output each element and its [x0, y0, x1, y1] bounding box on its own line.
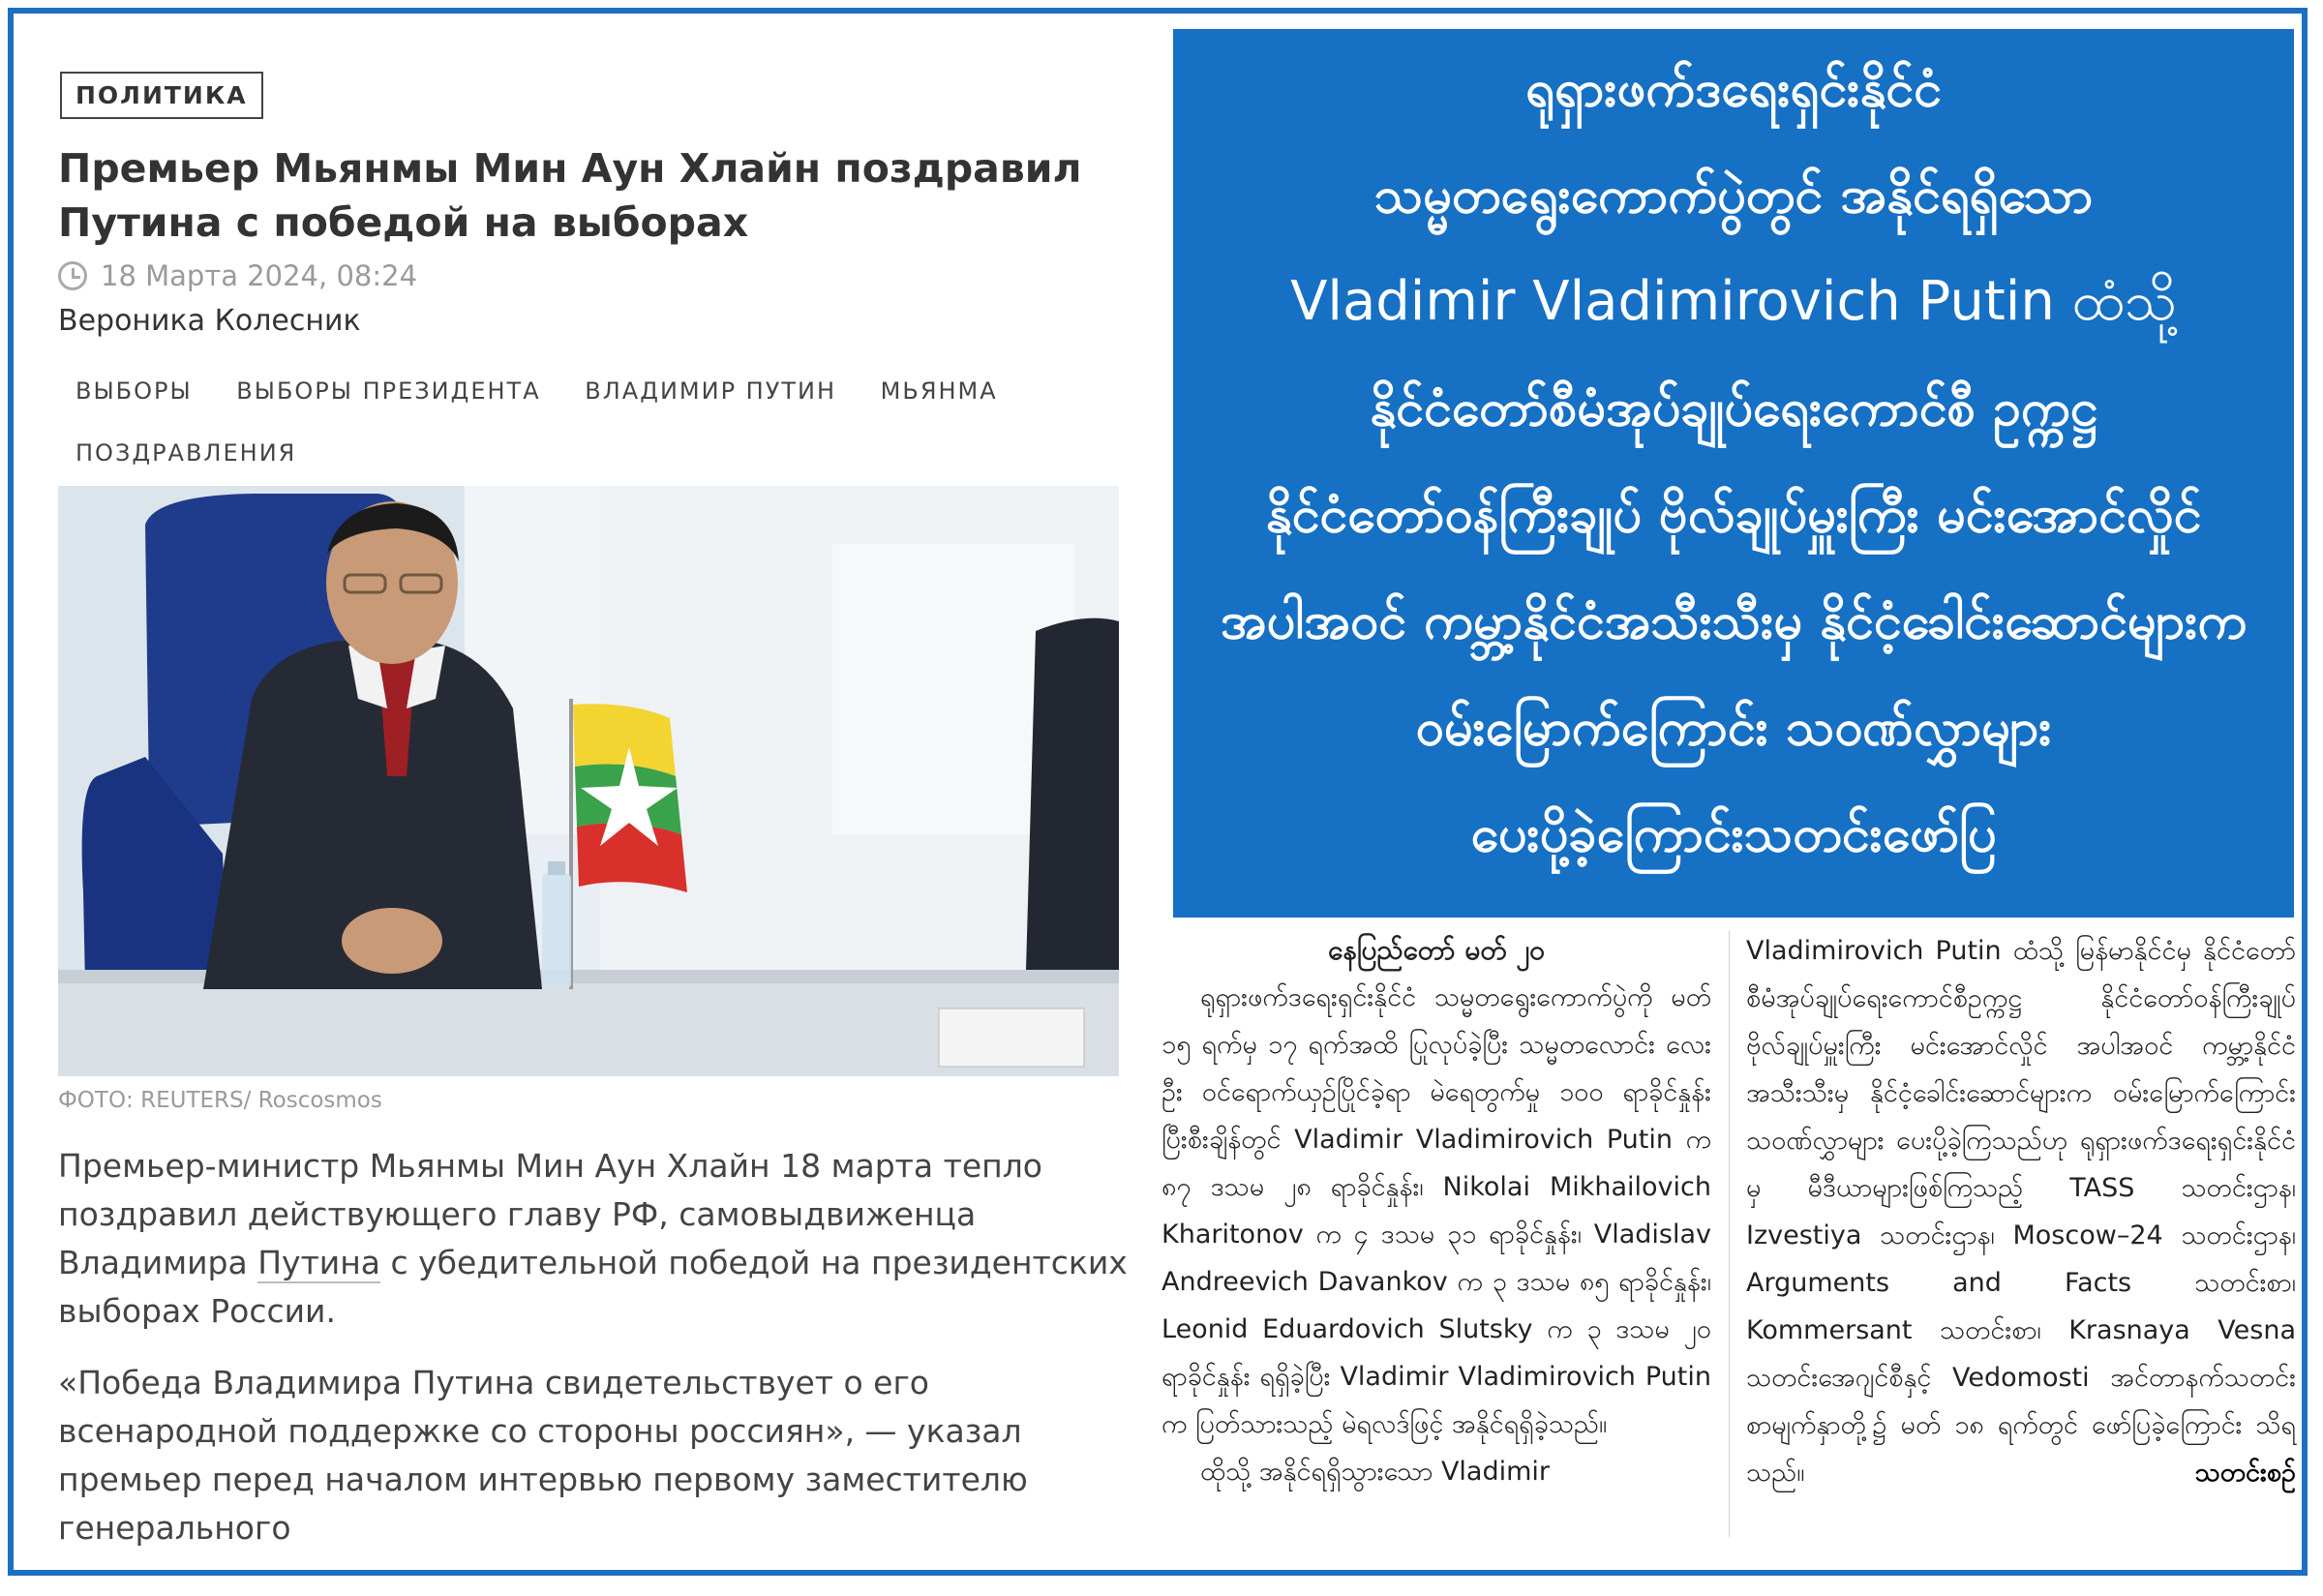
photo-credit: ФОТО: REUTERS/ Roscosmos — [58, 1088, 382, 1113]
clock-icon — [58, 261, 87, 290]
paragraph-2: ထိုသို့ အနိုင်ရရှိသွားသော Vladimir — [1200, 1457, 1551, 1487]
putin-link[interactable]: Путина — [257, 1244, 381, 1281]
article-headline[interactable]: Премьер Мьянмы Мин Аун Хлайн поздравил Путина с победой на выборах — [58, 145, 1082, 246]
article-column-2 — [1746, 927, 2296, 1496]
article-tags — [62, 360, 1127, 484]
headline-line-2: သမ္မတရွေးကောက်ပွဲတွင် အနိုင်ရရှိသော — [1373, 166, 2094, 225]
lead-text-start: Премьер-министр Мьянмы Мин Аун Хлайн 18 марта тепло поздравил действующего главу РФ, самовыдвиженца Владимира — [58, 1147, 1042, 1281]
tag-vladimir-putin[interactable]: ВЛАДИМИР ПУТИН — [585, 377, 837, 405]
article-author[interactable]: Вероника Колесник — [58, 304, 361, 338]
headline-line-4: နိုင်ငံတော်စီမံအုပ်ချုပ်ရေးကောင်စီ ဥက္ကဋ္ဌ — [1370, 379, 2097, 437]
article-quote: «Победа Владимира Путина свидетельствует о его всенародной поддержке со стороны россиян», — указал премьер перед началом интервью первому заместителю генерального — [58, 1364, 1028, 1547]
myanmar-article — [1162, 927, 2296, 1547]
article-meta — [58, 259, 417, 292]
tag-congratulations[interactable]: ПОЗДРАВЛЕНИЯ — [75, 439, 297, 467]
category-badge[interactable]: ПОЛИТИКА — [60, 72, 263, 119]
article-column-1 — [1162, 927, 1711, 1495]
article-body-col-1 — [1162, 974, 1711, 1495]
photo-illustration — [58, 486, 1119, 1076]
myanmar-headline-box — [1173, 29, 2294, 918]
lead-text-end: с убедительной победой на президентских выборах России. — [58, 1244, 1128, 1330]
paragraph-1: ရုရှားဖက်ဒရေးရှင်းနိုင်ငံ သမ္မတရွေးကောက်ပွဲကို မတ် ၁၅ ရက်မှ ၁၇ ရက်အထိ ပြုလုပ်ခဲ့ပြီး သမ္မတလောင်း လေးဦး ဝင်ရောက်ယှဉ်ပြိုင်ခဲ့ရာ မဲရေတွက်မှု ၁၀၀ ရာခိုင်နှုန်းပြီးစီးချိန်တွင် Vladimir Vladimirovich Putin က ၈၇ ဒသမ ၂၈ ရာခိုင်နှုန်း၊ Nikolai Mikhailovich Kharitonov က ၄ ဒသမ ၃၁ ရာခိုင်နှုန်း၊ Vladislav Andreevich Davankov က ၃ ဒသမ ၈၅ ရာခိုင်နှုန်း၊ Leonid Eduardovich Slutsky က ၃ ဒသမ ၂၀ ရာခိုင်နှုန်း ရရှိခဲ့ပြီး Vladimir Vladimirovich Putin က ပြတ်သားသည့် မဲရလဒ်ဖြင့် အနိုင်ရရှိခဲ့သည်။ — [1162, 982, 1711, 1439]
headline-line-7: ဝမ်းမြောက်ကြောင်း သဝဏ်လွှာများ — [1415, 699, 2052, 757]
tag-presidential-elections[interactable]: ВЫБОРЫ ПРЕЗИДЕНТА — [236, 377, 541, 405]
byline: သတင်းစဉ် — [2194, 1458, 2296, 1488]
headline-line-6: အပါအဝင် ကမ္ဘာ့နိုင်ငံအသီးသီးမှ နိုင်ငံ့ခေါင်းဆောင်များက — [1220, 592, 2248, 650]
article-datetime: 18 Марта 2024, 08:24 — [101, 259, 418, 292]
article-photo — [58, 486, 1119, 1076]
paragraph-3: Vladimirovich Putin ထံသို့ မြန်မာနိုင်ငံမှ နိုင်ငံတော် စီမံအုပ်ချုပ်ရေးကောင်စီဥက္ကဋ္ဌ နိုင်ငံတော်ဝန်ကြီးချုပ် ဗိုလ်ချုပ်မှူးကြီး မင်းအောင်လှိုင် အပါအဝင် ကမ္ဘာ့နိုင်ငံအသီးသီးမှ နိုင်ငံ့ခေါင်းဆောင်များက ဝမ်းမြောက်ကြောင်း သဝဏ်လွှာများ ပေးပို့ခဲ့ကြသည်ဟု ရုရှားဖက်ဒရေးရှင်းနိုင်ငံမှ မီဒီယာများဖြစ်ကြသည့် TASS သတင်းဌာန၊ Izvestiya သတင်းဌာန၊ Moscow–24 သတင်းဌာန၊ Arguments and Facts သတင်းစာ၊ Kommersant သတင်းစာ၊ Krasnaya Vesna သတင်းအေဂျင်စီနှင့် Vedomosti အင်တာနက်သတင်း စာမျက်နှာတို့၌ မတ် ၁၈ ရက်တွင် ဖော်ပြခဲ့ကြောင်း သိရသည်။ — [1746, 936, 2296, 1488]
article-lead — [58, 1142, 1142, 1336]
tag-elections[interactable]: ВЫБОРЫ — [75, 377, 193, 405]
dateline: နေပြည်တော် မတ် ၂၀ — [1328, 934, 1545, 966]
headline-line-5: နိုင်ငံတော်ဝန်ကြီးချုပ် ဗိုလ်ချုပ်မှူးကြီး မင်းအောင်လှိုင် — [1265, 486, 2202, 544]
tag-myanmar[interactable]: МЬЯНМА — [880, 377, 998, 405]
column-divider — [1729, 931, 1730, 1537]
headline-line-3: Vladimir Vladimirovich Putin ထံသို့ — [1290, 270, 2177, 333]
russian-article-clipping — [43, 54, 1154, 1547]
headline-line-8: ပေးပို့ခဲ့ကြောင်းသတင်းဖော်ပြ — [1470, 805, 1997, 863]
article-body-col-2 — [1746, 927, 2296, 1496]
headline-line-1: ရုရှားဖက်ဒရေးရှင်းနိုင်ငံ — [1525, 60, 1942, 118]
